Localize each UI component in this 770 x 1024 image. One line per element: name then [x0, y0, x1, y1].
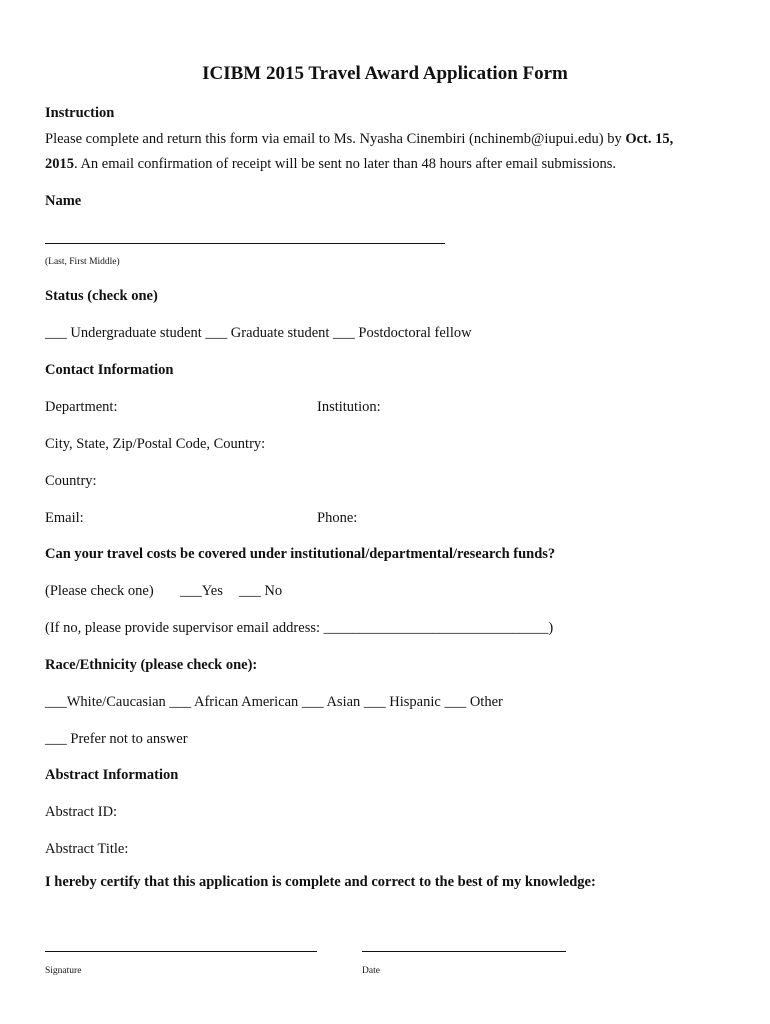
department-field[interactable]: Department:	[45, 399, 118, 415]
instruction-line-2	[45, 156, 616, 173]
funds-no-option[interactable]: ___ No	[239, 583, 283, 599]
email-field[interactable]: Email:	[45, 510, 84, 526]
race-options[interactable]: ___White/Caucasian ___ African American ___ Asian ___ Hispanic ___ Other	[45, 694, 503, 710]
funds-question: Can your travel costs be covered under institutional/departmental/research funds?	[45, 546, 556, 562]
race-heading: Race/Ethnicity (please check one):	[45, 657, 258, 673]
form-title: ICIBM 2015 Travel Award Application Form	[202, 63, 568, 84]
country-field[interactable]: Country:	[45, 473, 97, 489]
name-hint: (Last, First Middle)	[45, 257, 120, 267]
abstract-title-field[interactable]: Abstract Title:	[45, 841, 129, 857]
name-heading: Name	[45, 193, 82, 209]
deadline-date: Oct. 15,	[625, 131, 674, 147]
instruction-heading: Instruction	[45, 105, 115, 121]
contact-heading: Contact Information	[45, 362, 174, 378]
instruction-line-1	[45, 131, 673, 148]
phone-field[interactable]: Phone:	[317, 510, 358, 526]
instruction-confirmation: . An email confirmation of receipt will be sent no later than 48 hours after email submissions.	[74, 156, 617, 172]
abstract-id-field[interactable]: Abstract ID:	[45, 804, 118, 820]
institution-field[interactable]: Institution:	[317, 399, 381, 415]
city-field[interactable]: City, State, Zip/Postal Code, Country:	[45, 436, 266, 452]
certification-statement: I hereby certify that this application is complete and correct to the best of my knowledge:	[45, 874, 596, 890]
supervisor-email-field[interactable]: (If no, please provide supervisor email address: _______________________________)	[45, 620, 554, 636]
name-input-line[interactable]	[45, 243, 445, 244]
race-prefer-not-option[interactable]: ___ Prefer not to answer	[45, 731, 188, 747]
funds-yes-option[interactable]: ___Yes	[180, 583, 223, 599]
signature-label: Signature	[45, 966, 82, 976]
status-heading: Status (check one)	[45, 288, 158, 304]
deadline-year: 2015	[45, 156, 74, 172]
date-line[interactable]	[362, 951, 566, 952]
abstract-heading: Abstract Information	[45, 767, 179, 783]
signature-line[interactable]	[45, 951, 317, 952]
funds-check-label: (Please check one)	[45, 583, 154, 599]
date-label: Date	[362, 966, 380, 976]
instruction-text: Please complete and return this form via email to Ms. Nyasha Cinembiri (nchinemb@iupui.edu) by	[45, 131, 626, 147]
status-options[interactable]: ___ Undergraduate student ___ Graduate student ___ Postdoctoral fellow	[45, 325, 472, 341]
